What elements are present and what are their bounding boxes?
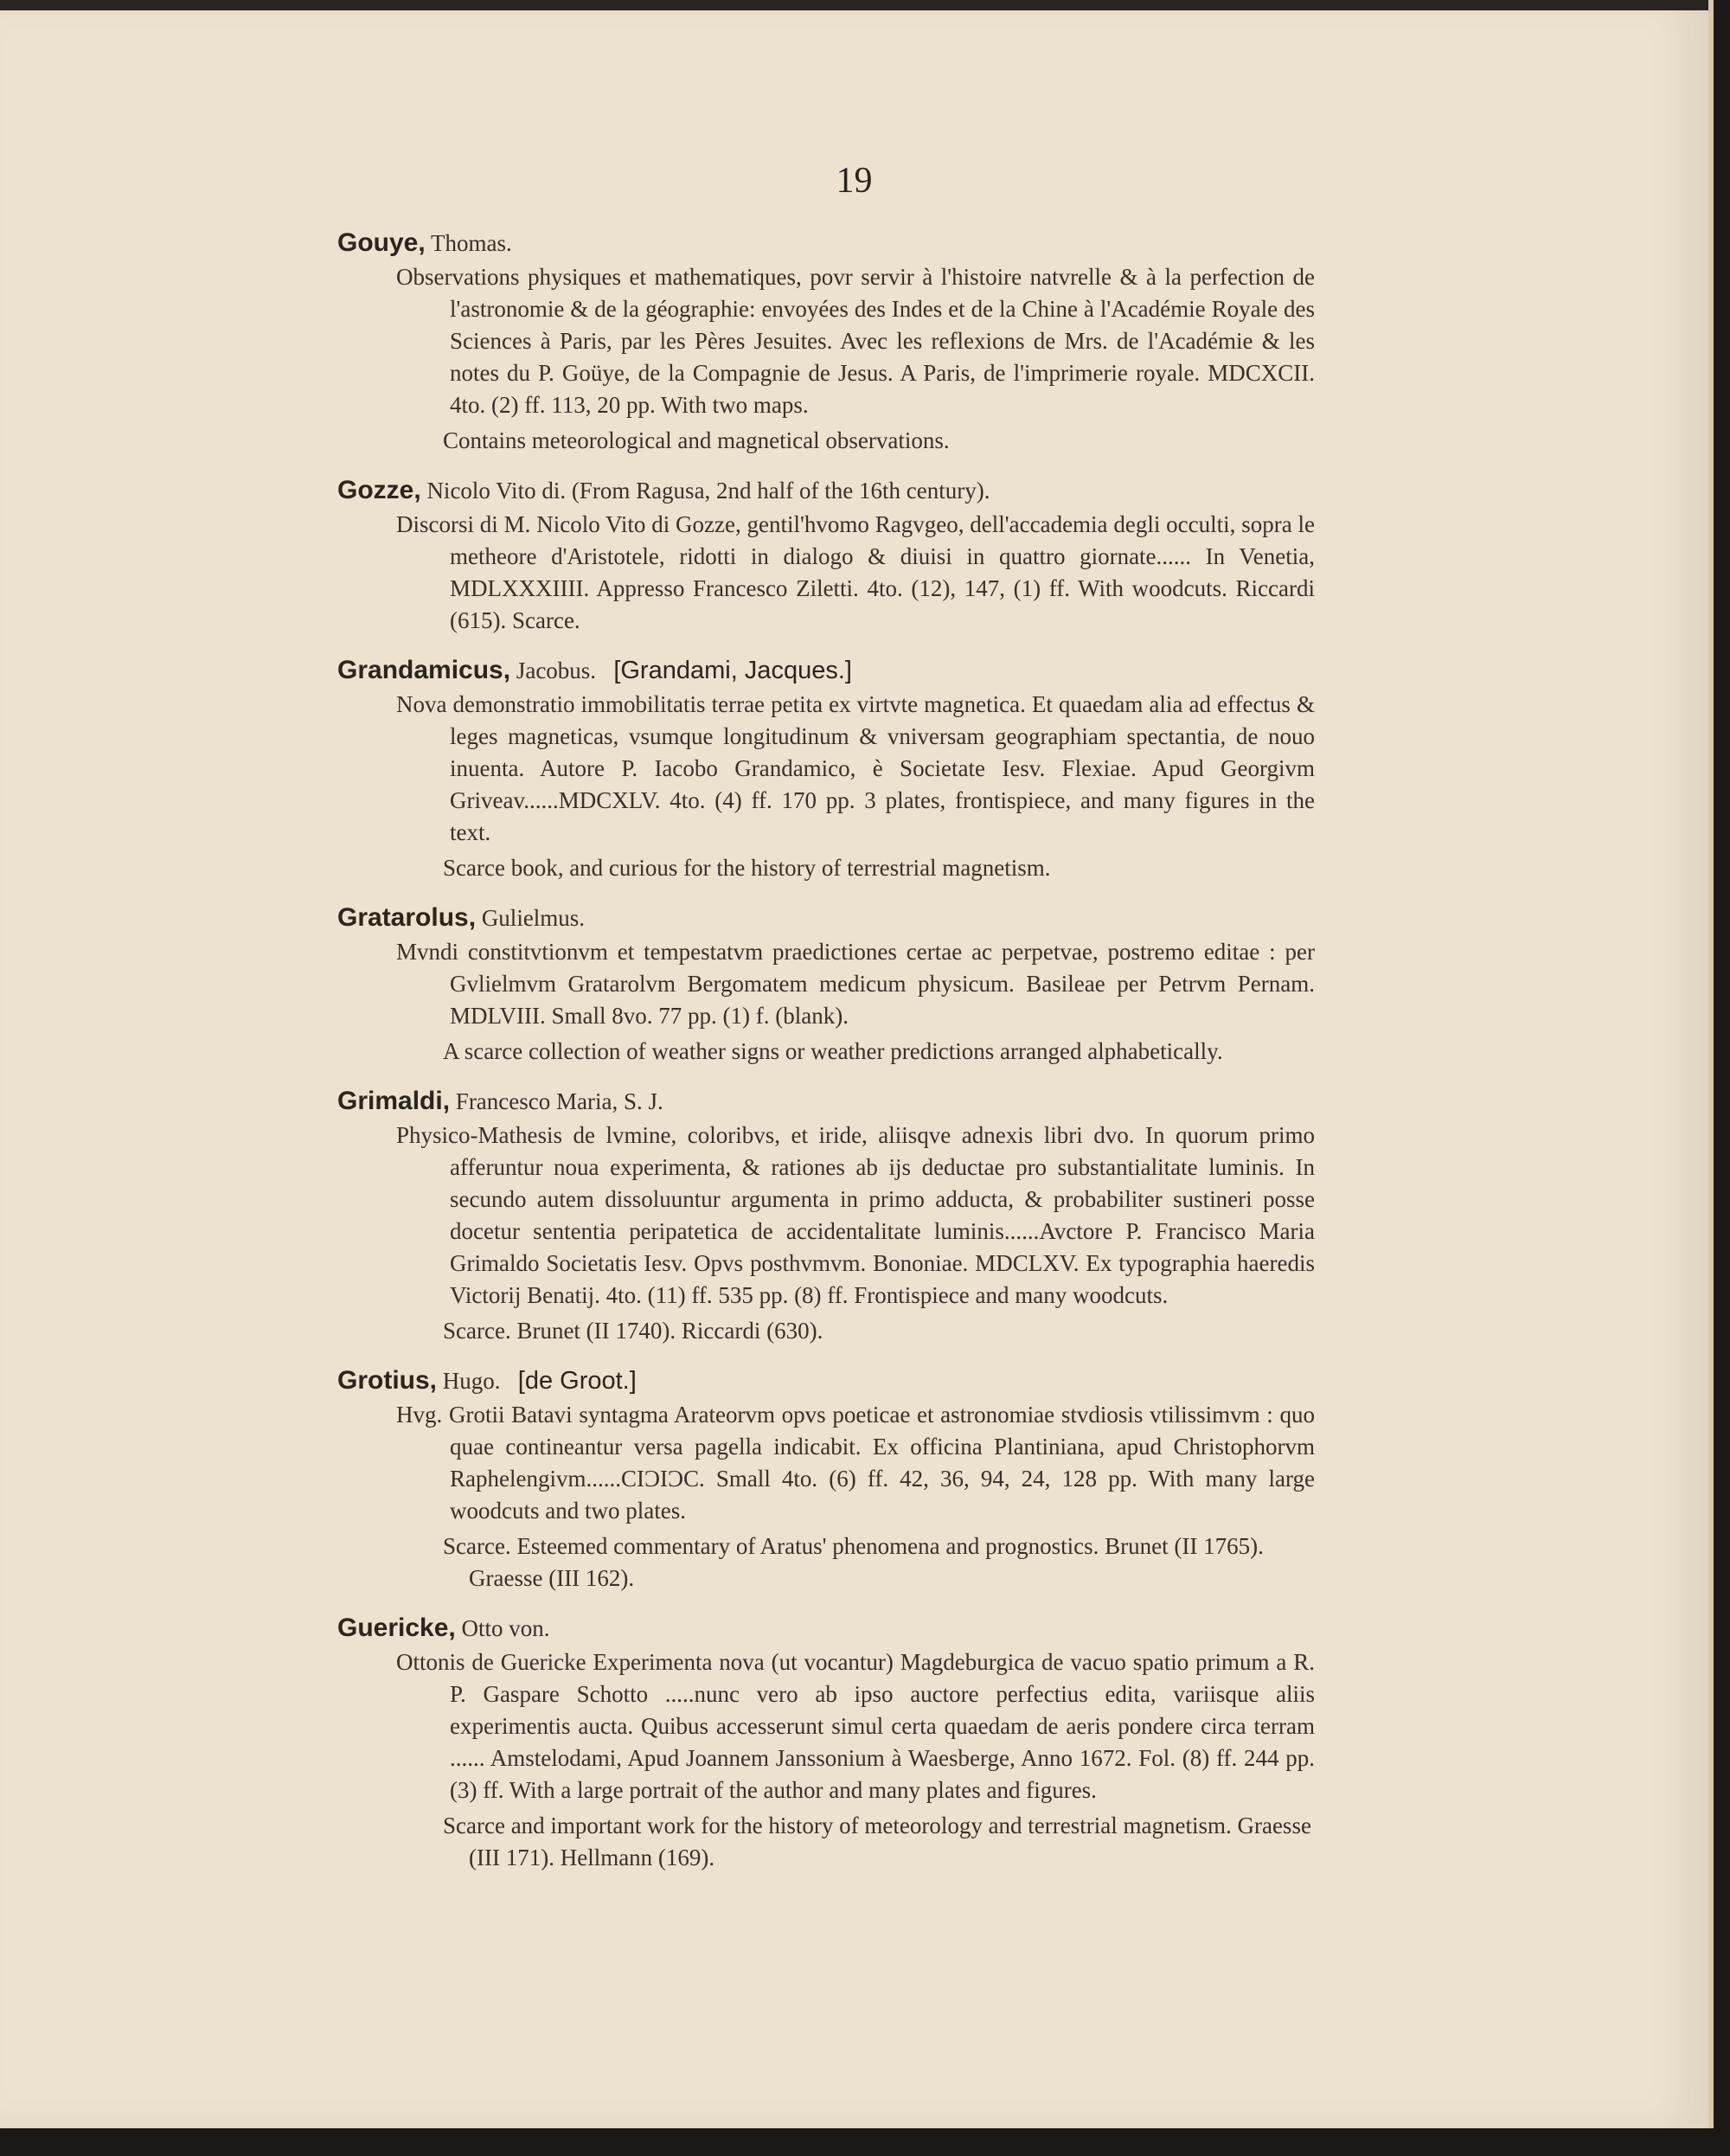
entry-heading	[337, 1085, 1315, 1118]
entry-gouye	[337, 227, 1315, 457]
scan-top-edge	[0, 0, 1708, 10]
author-details: Gulielmus.	[476, 905, 586, 931]
entry-gozze	[337, 474, 1315, 637]
alternate-name: [de Groot.]	[517, 1367, 637, 1395]
entry-title: Discorsi di M. Nicolo Vito di Gozze, gentil'hvomo Ragvgeo, dell'accademia degli occulti, sopra le metheore d'Aristotele, ridotti in dialogo & diuisi in quattro giornate...... In Venetia, MDLXXXIIII. Appresso Francesco Ziletti. 4to. (12), 147, (1) ff. With woodcuts. Riccardi (615). Scarce.	[396, 511, 1315, 633]
entry-grandamicus	[337, 654, 1315, 884]
author-details: Thomas.	[425, 230, 512, 256]
entry-title: Physico-Mathesis de lvmine, coloribvs, et iride, aliisqve adnexis libri dvo. In quorum primo afferuntur noua experimenta, & rationes ab ijs deductae pro substantialitate luminis. In secundo autem dissoluuntur argumenta in primo adducta, & probabiliter sustineri posse docetur sententia peripatetica de accidentalitate luminis......Avctore P. Francisco Maria Grimaldo Societatis Iesv. Opvs posthvmvm. Bononiae. MDCLXV. Ex typographia haeredis Victorij Benatij. 4to. (11) ff. 535 pp. (8) ff. Frontispiece and many woodcuts.	[396, 1122, 1315, 1308]
entry-heading	[337, 227, 1315, 260]
entry-guericke	[337, 1612, 1315, 1874]
entry-note: Scarce book, and curious for the history of terrestrial magnetism.	[443, 855, 1051, 881]
author-details: Nicolo Vito di. (From Ragusa, 2nd half of the 16th century).	[420, 478, 990, 504]
author-name: Gouye,	[337, 228, 426, 257]
entry-grotius	[337, 1364, 1315, 1595]
author-details: Francesco Maria, S. J.	[450, 1088, 663, 1114]
author-name: Grimaldi,	[337, 1087, 451, 1115]
author-name: Guericke,	[337, 1614, 456, 1642]
author-name: Grotius,	[337, 1366, 438, 1395]
page-number: 19	[836, 161, 873, 201]
author-details: Hugo.	[437, 1368, 501, 1394]
bibliography-list	[337, 227, 1315, 1891]
author-name: Gozze,	[337, 476, 421, 504]
entry-heading	[337, 474, 1315, 507]
entry-note: A scarce collection of weather signs or weather predictions arranged alphabetically.	[443, 1038, 1223, 1064]
entry-note: Contains meteorological and magnetical observations.	[443, 427, 950, 453]
entry-gratarolus	[337, 902, 1315, 1068]
entry-title: Observations physiques et mathematiques, povr servir à l'histoire natvrelle & à la perfection de l'astronomie & de la géographie: envoyées des Indes et de la Chine à l'Académie Royale des Sciences à Paris, par les Pères Jesuites. Avec les reflexions de Mrs. de l'Académie & les notes du P. Goüye, de la Compagnie de Jesus. A Paris, de l'imprimerie royale. MDCXCII. 4to. (2) ff. 113, 20 pp. With two maps.	[396, 264, 1315, 418]
entry-grimaldi	[337, 1085, 1315, 1347]
alternate-name: [Grandami, Jacques.]	[613, 657, 852, 684]
author-details: Jacobus.	[510, 658, 597, 683]
entry-heading	[337, 1364, 1315, 1397]
entry-heading	[337, 902, 1315, 934]
entry-title: Nova demonstratio immobilitatis terrae petita ex virtvte magnetica. Et quaedam alia ad effectus & leges magneticas, vsumque longitudinum & vniversam geographiam spectantia, de nouo inuenta. Autore P. Iacobo Grandamico, è Societate Iesv. Flexiae. Apud Georgivm Griveav......MDCXLV. 4to. (4) ff. 170 pp. 3 plates, frontispiece, and many figures in the text.	[396, 691, 1315, 845]
entry-note: Scarce. Esteemed commentary of Aratus' phenomena and prognostics. Brunet (II 1765). Graesse (III 162).	[443, 1533, 1264, 1591]
entry-heading	[337, 1612, 1315, 1645]
entry-note: Scarce and important work for the history of meteorology and terrestrial magnetism. Graesse (III 171). Hellmann (169).	[443, 1813, 1311, 1870]
entry-title: Hvg. Grotii Batavi syntagma Arateorvm opvs poeticae et astronomiae stvdiosis vtilissimvm : quo quae contineantur versa pagella indicabit. Ex officina Plantiniana, apud Christophorvm Raphelengivm......CIƆIƆC. Small 4to. (6) ff. 42, 36, 94, 24, 128 pp. With many large woodcuts and two plates.	[396, 1402, 1315, 1524]
author-name: Grandamicus,	[337, 656, 511, 684]
entry-title: Ottonis de Guericke Experimenta nova (ut vocantur) Magdeburgica de vacuo spatio primum a R. P. Gaspare Schotto .....nunc vero ab ipso auctore perfectius edita, variisque aliis experimentis aucta. Quibus accesserunt simul certa quaedam de aeris pondere circa terram ...... Amstelodami, Apud Joannem Janssonium à Waesberge, Anno 1672. Fol. (8) ff. 244 pp. (3) ff. With a large portrait of the author and many plates and figures.	[396, 1649, 1315, 1803]
entry-title: Mvndi constitvtionvm et tempestatvm praedictiones certae ac perpetvae, postremo editae : per Gvlielmvm Gratarolvm Bergomatem medicum physicum. Basileae per Petrvm Pernam. MDLVIII. Small 8vo. 77 pp. (1) f. (blank).	[396, 939, 1315, 1029]
entry-heading	[337, 654, 1315, 687]
author-name: Gratarolus,	[337, 903, 477, 932]
author-details: Otto von.	[455, 1615, 550, 1641]
entry-note: Scarce. Brunet (II 1740). Riccardi (630).	[443, 1318, 823, 1344]
